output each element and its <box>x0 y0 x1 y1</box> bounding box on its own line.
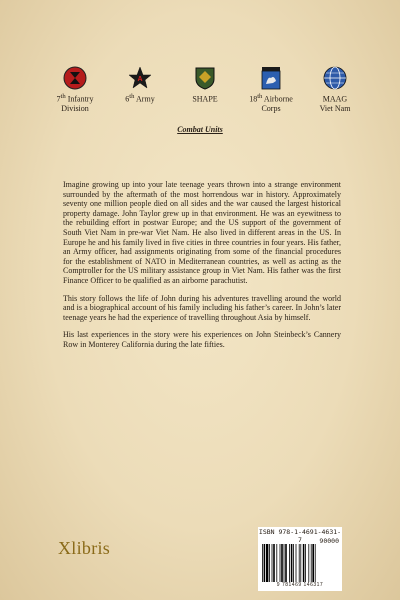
barcode-bars <box>261 544 339 582</box>
combat-units-row <box>40 66 370 118</box>
publisher-logo: Xlibris <box>58 538 111 558</box>
price-code: 90000 <box>319 537 339 545</box>
blurb-paragraph: This story follows the life of John during his adventures travelling around the world and is a biographical account of his family including his father’s career. In John’s later teenage years he had the experience of travelling throughout Asia by himself. <box>63 293 341 322</box>
back-cover-blurb <box>63 180 341 358</box>
blurb-paragraph: Imagine growing up into your late teenage years thrown into a strange environment surrounded by the aftermath of the most horrendous war in history. Approximately seventy one million people died on all sides and the war caused the largest historical property damage. John Taylor grew up in that environment. He was an eyewitness to the rebuilding effort in postwar Europe; and the US support of the government of South Viet Nam in pre-war Viet Nam. He also lived in different areas in the US. In Europe he and his family lived in five cities in three countries in four years. His father, an Army officer, had assignments originating from some of the financial procedures for the establishment of NATO in Mediterranean countries, as well as acting as the Comptroller for the US military assistance group in Viet Nam. His father was the first Finance Officer to be qualified as an airborne parachutist. <box>63 180 341 285</box>
isbn-barcode <box>258 527 342 591</box>
unit-shape: SHAPE <box>170 66 240 104</box>
unit-18th-airborne: 18th Airborne Corps <box>236 66 306 113</box>
blurb-paragraph: His last experiences in the story were his experiences on John Steinbeck’s Cannery Row in Monterey California during the late fifties. <box>63 330 341 349</box>
svg-text:A: A <box>137 76 143 83</box>
dragon-icon <box>259 66 283 90</box>
star-icon <box>128 66 152 90</box>
shield-icon <box>193 66 217 90</box>
unit-6th-army: A 6th Army <box>105 66 175 104</box>
hourglass-icon <box>63 66 87 90</box>
ean-digits: 9 781469 146317 <box>276 582 324 588</box>
combat-units-caption: Combat Units <box>177 125 223 134</box>
isbn-text: ISBN 978-1-4691-4631-7 <box>258 528 342 544</box>
unit-maag-viet-nam: MAAG Viet Nam <box>300 66 370 113</box>
globe-icon <box>323 66 347 90</box>
unit-7th-infantry: 7th Infantry Division <box>40 66 110 113</box>
